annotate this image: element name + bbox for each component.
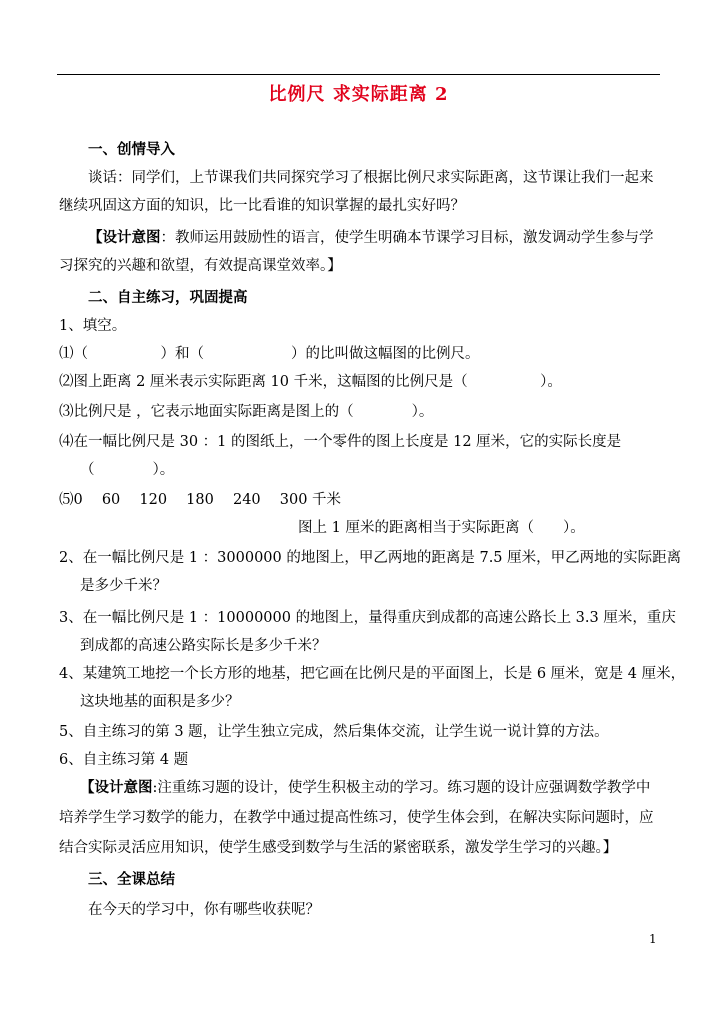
header-rule bbox=[57, 74, 660, 75]
design-intent-1-line2: 习探究的兴趣和欲望，有效提高课堂效率。】 bbox=[59, 258, 342, 274]
intro-paragraph-line1: 谈话：同学们，上节课我们共同探究学习了根据比例尺求实际距离，这节课让我们一起来 bbox=[88, 170, 654, 186]
design-intent-label-2: 【设计意图 bbox=[80, 779, 153, 796]
design-intent-text: ：教师运用鼓励性的语言，使学生明确本节课学习目标，激发调动学生参与学 bbox=[160, 230, 654, 246]
question-2-line2: 是多少千米？ bbox=[80, 578, 167, 594]
question-1-2: ⑵图上距离 2 厘米表示实际距离 10 千米，这幅图的比例尺是（ ）。 bbox=[59, 374, 562, 390]
design-intent-label: 【设计意图 bbox=[88, 229, 161, 246]
section-heading-summary: 三、全课总结 bbox=[88, 871, 175, 888]
page-title: 比例尺 求实际距离 2 bbox=[268, 84, 449, 105]
intro-paragraph-line2: 继续巩固这方面的知识，比一比看谁的知识掌握的最扎实好吗？ bbox=[59, 198, 465, 214]
section-heading-practice: 二、自主练习，巩固提高 bbox=[88, 289, 248, 306]
question-1: 1、填空。 bbox=[59, 318, 127, 334]
design-intent-2-line1 bbox=[80, 778, 650, 798]
question-1-4-line2: （ ）。 bbox=[80, 462, 175, 478]
question-5: 5、自主练习的第 3 题，让学生独立完成，然后集体交流，让学生说一说计算的方法。 bbox=[59, 724, 609, 740]
question-3-line2: 到成都的高速公路实际长是多少千米？ bbox=[80, 638, 327, 654]
question-3-line1: 3、在一幅比例尺是 1 ：10000000 的地图上，量得重庆到成都的高速公路长上 3.3 厘米，重庆 bbox=[59, 610, 676, 626]
question-4-line1: 4、某建筑工地挖一个长方形的地基，把它画在比例尺是的平面图上，长是 6 厘米，宽是 4 厘米， bbox=[59, 666, 686, 682]
question-6: 6、自主练习第 4 题 bbox=[59, 752, 189, 768]
scale-bar-labels: 0 60 120 180 240 300 千米 bbox=[73, 492, 342, 508]
question-1-4-line1: ⑷在一幅比例尺是 30 ：1 的图纸上，一个零件的图上长度是 12 厘米，它的实际长度是 bbox=[59, 434, 622, 450]
design-intent-2-line3: 结合实际灵活应用知识，使学生感受到数学与生活的紧密联系，激发学生学习的兴趣。】 bbox=[59, 840, 618, 856]
question-4-line2: 这块地基的面积是多少？ bbox=[80, 694, 240, 710]
question-1-3: ⑶比例尺是 ，它表示地面实际距离是图上的（ ）。 bbox=[59, 404, 434, 420]
design-intent-1-line1 bbox=[88, 228, 654, 248]
question-1-1: ⑴（ ）和（ ）的比叫做这幅图的比例尺。 bbox=[59, 346, 480, 362]
page-number: 1 bbox=[649, 932, 657, 946]
question-1-5-sub: 图上 1 厘米的距离相当于实际距离（ ）。 bbox=[298, 520, 585, 536]
design-intent-2-line2: 培养学生学习数学的能力，在教学中通过提高性练习，使学生体会到，在解决实际问题时，应 bbox=[59, 810, 654, 826]
question-1-5-label: ⑸ bbox=[59, 492, 74, 508]
question-1-5-scale bbox=[59, 490, 341, 510]
question-2-line1: 2、在一幅比例尺是 1 ：3000000 的地图上，甲乙两地的距离是 7.5 厘米，甲乙两地的实际距离 bbox=[59, 550, 682, 566]
section-heading-intro: 一、创情导入 bbox=[88, 141, 175, 158]
design-intent-text-2: :注重练习题的设计，使学生积极主动的学习。练习题的设计应强调数学教学中 bbox=[152, 780, 651, 796]
summary-paragraph: 在今天的学习中，你有哪些收获呢？ bbox=[88, 902, 320, 918]
